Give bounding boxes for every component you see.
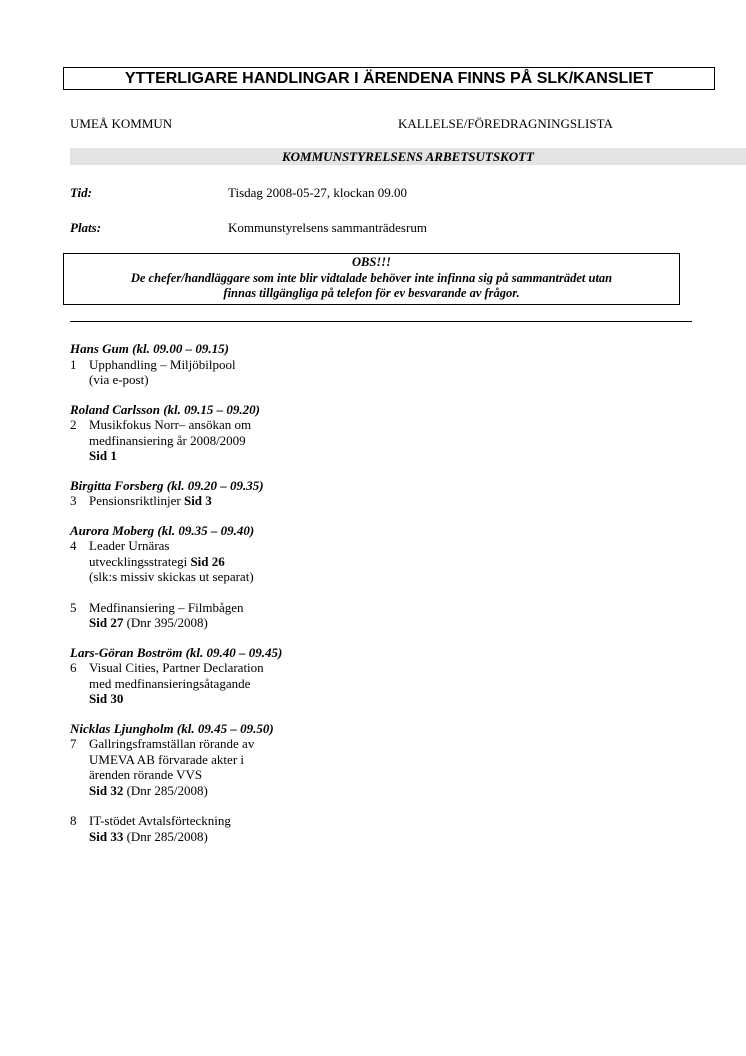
presenter-heading: Nicklas Ljungholm (kl. 09.45 – 09.50) (70, 720, 274, 736)
item-line (89, 752, 254, 768)
item-text (89, 493, 212, 509)
divider (70, 321, 692, 322)
item-line (89, 691, 264, 707)
item-number: 2 (70, 417, 77, 432)
item-text (89, 417, 251, 464)
item-line-text: UMEVA AB förvarade akter i (89, 751, 245, 767)
page-reference: Sid 33 (89, 828, 124, 844)
item-line (89, 538, 254, 554)
item-line-text: Upphandling – Miljöbilpool (89, 356, 236, 372)
agenda-item (70, 600, 490, 631)
item-text (89, 600, 244, 631)
item-line (89, 736, 254, 752)
agenda-item (70, 493, 490, 509)
item-line (89, 767, 254, 783)
item-line (89, 813, 231, 829)
item-number: 6 (70, 660, 77, 675)
presenter-heading: Birgitta Forsberg (kl. 09.20 – 09.35) (70, 477, 264, 493)
item-line (89, 372, 236, 388)
item-line (89, 417, 251, 433)
item-text (89, 736, 254, 798)
item-line (89, 448, 251, 464)
item-line-text: Pensionsriktlinjer (89, 493, 184, 508)
item-line-text: (Dnr 395/2008) (123, 615, 208, 630)
item-line-text: Medfinansiering – Filmbågen (89, 599, 244, 615)
presenter-heading: Hans Gum (kl. 09.00 – 09.15) (70, 341, 229, 356)
item-line-text: medfinansiering år 2008/2009 (89, 432, 246, 448)
item-line-text: (slk:s missiv skickas ut separat) (89, 569, 254, 584)
agenda-item (70, 736, 490, 798)
notice-box (63, 253, 680, 305)
item-line (89, 569, 254, 585)
page-reference: Sid 26 (190, 553, 225, 569)
item-line (89, 433, 251, 449)
place-value: Kommunstyrelsens sammanträdesrum (228, 220, 427, 235)
item-line-text: ärenden rörande VVS (89, 767, 203, 782)
time-value: Tisdag 2008-05-27, klockan 09.00 (228, 185, 407, 200)
item-number: 8 (70, 813, 77, 828)
place-label: Plats: (70, 220, 102, 235)
agenda-item (70, 538, 490, 585)
page-reference: Sid 3 (183, 493, 212, 508)
item-text (89, 813, 231, 844)
agenda-group (70, 721, 490, 845)
item-line (89, 554, 254, 570)
agenda-list (70, 341, 490, 858)
item-text (89, 357, 236, 388)
item-text (89, 660, 264, 707)
document-type: KALLELSE/FÖREDRAGNINGSLISTA (398, 116, 613, 131)
banner-title: YTTERLIGARE HANDLINGAR I ÄRENDENA FINNS PÅ SLK/KANSLIET (63, 67, 715, 90)
page-reference: Sid 27 (89, 615, 124, 630)
item-line (89, 676, 264, 692)
item-number: 4 (70, 538, 77, 553)
item-line-text: IT-stödet Avtalsförteckning (89, 813, 231, 828)
notice-title: OBS!!! (352, 255, 391, 269)
presenter-heading: Lars-Göran Boström (kl. 09.40 – 09.45) (70, 644, 283, 660)
item-number: 5 (70, 599, 77, 615)
presenter-heading: Aurora Moberg (kl. 09.35 – 09.40) (70, 522, 255, 538)
agenda-item (70, 660, 490, 707)
item-line (89, 600, 244, 616)
item-line-text: med medfinansieringsåtagande (89, 675, 251, 691)
item-line-text: (via e-post) (89, 372, 149, 387)
item-line (89, 829, 231, 845)
notice-line: finnas tillgängliga på telefon för ev besvarande av frågor. (223, 286, 520, 300)
item-line (89, 615, 244, 631)
page-reference: Sid 1 (89, 448, 117, 463)
item-line-text: Gallringsframställan rörande av (89, 736, 255, 751)
item-line-text: Visual Cities, Partner Declaration (89, 660, 264, 675)
agenda-group (70, 341, 490, 388)
time-label: Tid: (70, 185, 92, 200)
item-number: 3 (70, 493, 77, 508)
item-number: 1 (70, 356, 77, 372)
item-text (89, 538, 254, 585)
agenda-item (70, 417, 490, 464)
item-line-text: Musikfokus Norr– ansökan om (89, 417, 252, 432)
item-line (89, 357, 236, 373)
organization-name: UMEÅ KOMMUN (70, 116, 173, 131)
agenda-item (70, 357, 490, 388)
agenda-group (70, 645, 490, 707)
item-line-text: (Dnr 285/2008) (123, 828, 208, 844)
item-line (89, 783, 254, 799)
presenter-heading: Roland Carlsson (kl. 09.15 – 09.20) (70, 401, 260, 417)
agenda-group (70, 523, 490, 631)
item-line (89, 493, 212, 509)
committee-heading: KOMMUNSTYRELSENS ARBETSUTSKOTT (70, 148, 746, 165)
item-line-text: (Dnr 285/2008) (123, 782, 208, 798)
agenda-group (70, 478, 490, 509)
item-number: 7 (70, 736, 77, 751)
page-reference: Sid 32 (89, 782, 124, 798)
item-line-text: Leader Urnäras (89, 538, 170, 553)
page-reference: Sid 30 (89, 691, 124, 706)
notice-line: De chefer/handläggare som inte blir vidtalade behöver inte infinna sig på sammanträdet utan (130, 270, 613, 285)
item-line-text: utvecklingsstrategi (89, 553, 191, 569)
agenda-group (70, 402, 490, 464)
agenda-item (70, 813, 490, 844)
item-line (89, 660, 264, 676)
